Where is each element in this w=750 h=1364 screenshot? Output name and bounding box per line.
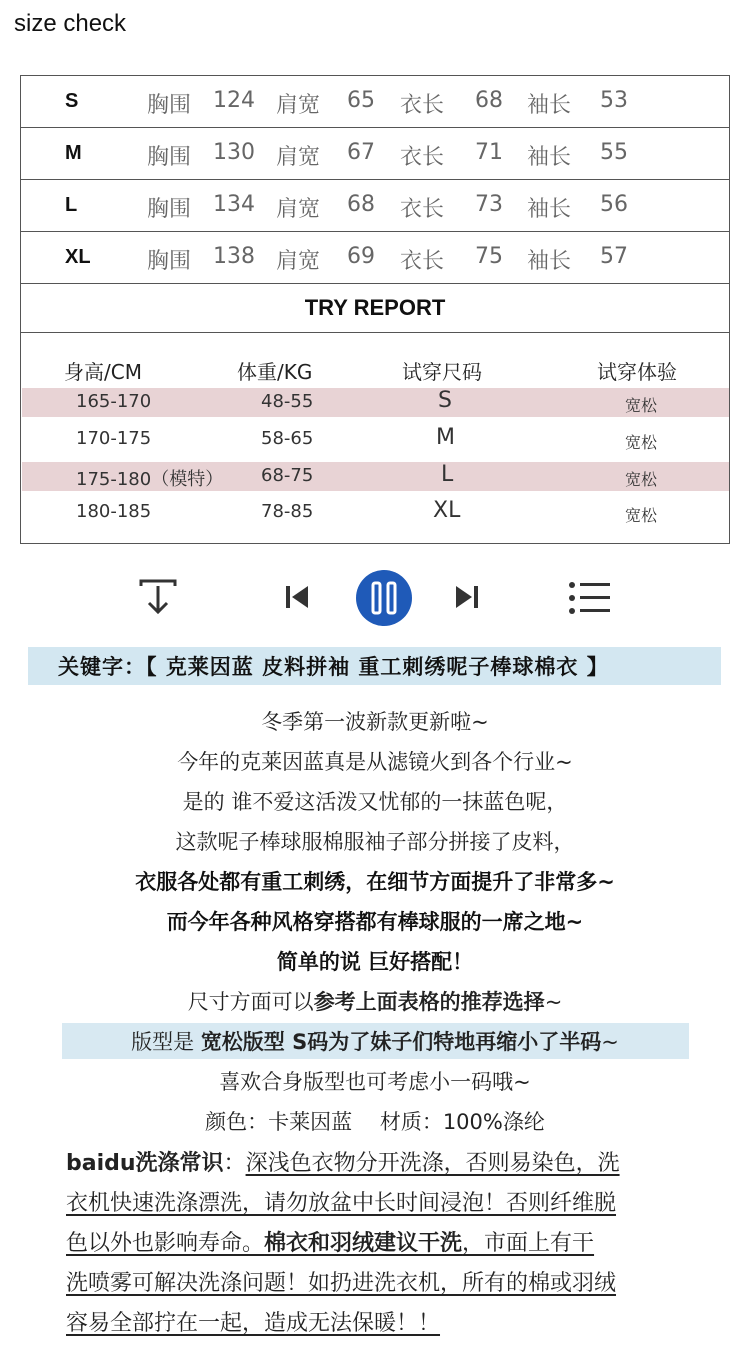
size-cell: XL xyxy=(433,498,461,523)
length-value: 68 xyxy=(475,88,503,113)
report-row xyxy=(22,462,729,491)
washing-line: 容易全部拧在一起，造成无法保暖！！ xyxy=(66,1311,441,1336)
length-label: 衣长 xyxy=(400,197,445,222)
chest-label: 胸围 xyxy=(147,93,192,118)
size-table xyxy=(20,75,730,283)
shoulder-value: 69 xyxy=(347,244,375,269)
desc-line: 今年的克莱因蓝真是从滤镜火到各个行业~ xyxy=(177,750,573,774)
weight-cell: 48-55 xyxy=(261,391,314,412)
length-label: 衣长 xyxy=(400,145,445,170)
desc-segment: 尺寸方面可以 xyxy=(187,990,314,1014)
size-cell: L xyxy=(441,462,454,487)
sleeve-value: 56 xyxy=(600,192,628,217)
header-weight: 体重/KG xyxy=(237,360,313,384)
desc-segment-bold: 宽松版型 S码为了妹子们特地再缩小了半码 xyxy=(200,1030,602,1054)
pause-icon[interactable] xyxy=(356,570,412,626)
desc-line xyxy=(0,986,750,1016)
download-icon[interactable] xyxy=(138,578,178,618)
desc-line: 颜色：卡莱因蓝 材质：100%涤纶 xyxy=(205,1110,545,1134)
fit-cell: 宽松 xyxy=(625,470,658,489)
size-row-xl xyxy=(20,231,730,284)
sleeve-value: 53 xyxy=(600,88,628,113)
chest-value: 138 xyxy=(213,244,255,269)
chest-value: 130 xyxy=(213,140,255,165)
size-row-s xyxy=(20,75,730,128)
size-label: L xyxy=(65,194,78,216)
shoulder-value: 68 xyxy=(347,192,375,217)
media-player-bar xyxy=(0,570,750,626)
sleeve-label: 袖长 xyxy=(527,93,572,118)
washing-text: 色以外也影响寿命。 xyxy=(66,1231,265,1256)
washing-text: ，市面上有干 xyxy=(462,1231,595,1256)
desc-line: 是的 谁不爱这活泼又忧郁的一抹蓝色呢， xyxy=(182,790,568,814)
shoulder-value: 65 xyxy=(347,88,375,113)
size-row-m xyxy=(20,127,730,180)
desc-line: 这款呢子棒球服棉服袖子部分拼接了皮料， xyxy=(175,830,575,854)
desc-line-bold: 简单的说 巨好搭配！ xyxy=(276,950,474,974)
desc-line xyxy=(0,1026,750,1056)
sleeve-label: 袖长 xyxy=(527,197,572,222)
chest-label: 胸围 xyxy=(147,249,192,274)
shoulder-label: 肩宽 xyxy=(276,145,321,170)
desc-line-bold: 而今年各种风格穿搭都有棒球服的一席之地~ xyxy=(166,910,584,934)
size-cell: S xyxy=(438,388,452,413)
keywords-banner xyxy=(28,647,721,685)
length-label: 衣长 xyxy=(400,93,445,118)
sleeve-label: 袖长 xyxy=(527,249,572,274)
header-size: 试穿尺码 xyxy=(402,360,482,384)
length-value: 75 xyxy=(475,244,503,269)
shoulder-label: 肩宽 xyxy=(276,249,321,274)
chest-label: 胸围 xyxy=(147,145,192,170)
chest-label: 胸围 xyxy=(147,197,192,222)
try-report xyxy=(20,283,730,544)
sleeve-label: 袖长 xyxy=(527,145,572,170)
size-label: XL xyxy=(65,246,91,268)
length-value: 73 xyxy=(475,192,503,217)
shoulder-label: 肩宽 xyxy=(276,93,321,118)
report-row xyxy=(22,425,729,454)
length-label: 衣长 xyxy=(400,249,445,274)
desc-segment: ~ xyxy=(601,1030,619,1054)
try-report-title: TRY REPORT xyxy=(21,284,729,333)
playlist-icon[interactable] xyxy=(568,580,612,616)
header-height: 身高/CM xyxy=(64,360,142,384)
report-row xyxy=(22,388,729,417)
weight-cell: 68-75 xyxy=(261,465,314,486)
washing-line xyxy=(66,1146,620,1177)
washing-colon: ： xyxy=(223,1151,246,1176)
size-cell: M xyxy=(436,425,455,450)
size-label: S xyxy=(65,90,79,112)
desc-segment: 版型是 xyxy=(131,1030,201,1054)
washing-text: 深浅色衣物分开洗涤，否则易染色，洗 xyxy=(245,1151,620,1176)
keywords-text: 关键字：【 克莱因蓝 皮料拼袖 重工刺绣呢子棒球棉衣 】 xyxy=(58,655,609,679)
fit-cell: 宽松 xyxy=(625,433,658,452)
skip-previous-icon[interactable] xyxy=(284,583,310,611)
sleeve-value: 57 xyxy=(600,244,628,269)
chest-value: 124 xyxy=(213,88,255,113)
desc-line-bold: 衣服各处都有重工刺绣，在细节方面提升了非常多~ xyxy=(135,870,615,894)
desc-line: 喜欢合身版型也可考虑小一码哦~ xyxy=(219,1070,531,1094)
height-cell: 175-180（模特） xyxy=(76,469,224,490)
page-title: size check xyxy=(14,10,127,37)
size-label: M xyxy=(65,142,82,164)
sleeve-value: 55 xyxy=(600,140,628,165)
length-value: 71 xyxy=(475,140,503,165)
desc-segment-bold: 参考上面表格的推荐选择 xyxy=(313,990,545,1014)
fit-cell: 宽松 xyxy=(625,396,658,415)
size-row-l xyxy=(20,179,730,232)
washing-line: 衣机快速洗涤漂洗，请勿放盆中长时间浸泡！否则纤维脱 xyxy=(66,1191,617,1216)
header-fit: 试穿体验 xyxy=(597,360,677,384)
report-row xyxy=(22,498,729,527)
washing-text-bold: 棉衣和羽绒建议干洗 xyxy=(264,1231,463,1256)
washing-line xyxy=(66,1226,594,1257)
weight-cell: 78-85 xyxy=(261,501,314,522)
skip-next-icon[interactable] xyxy=(454,583,480,611)
fit-cell: 宽松 xyxy=(625,506,658,525)
shoulder-label: 肩宽 xyxy=(276,197,321,222)
desc-line: 冬季第一波新款更新啦~ xyxy=(261,710,489,734)
height-cell: 165-170 xyxy=(76,391,152,412)
washing-label: baidu洗涤常识 xyxy=(66,1151,224,1176)
chest-value: 134 xyxy=(213,192,255,217)
washing-line: 洗喷雾可解决洗涤问题！如扔进洗衣机，所有的棉或羽绒 xyxy=(66,1271,617,1296)
height-cell: 170-175 xyxy=(76,428,152,449)
height-cell: 180-185 xyxy=(76,501,152,522)
shoulder-value: 67 xyxy=(347,140,375,165)
desc-segment: ~ xyxy=(544,990,563,1014)
weight-cell: 58-65 xyxy=(261,428,314,449)
